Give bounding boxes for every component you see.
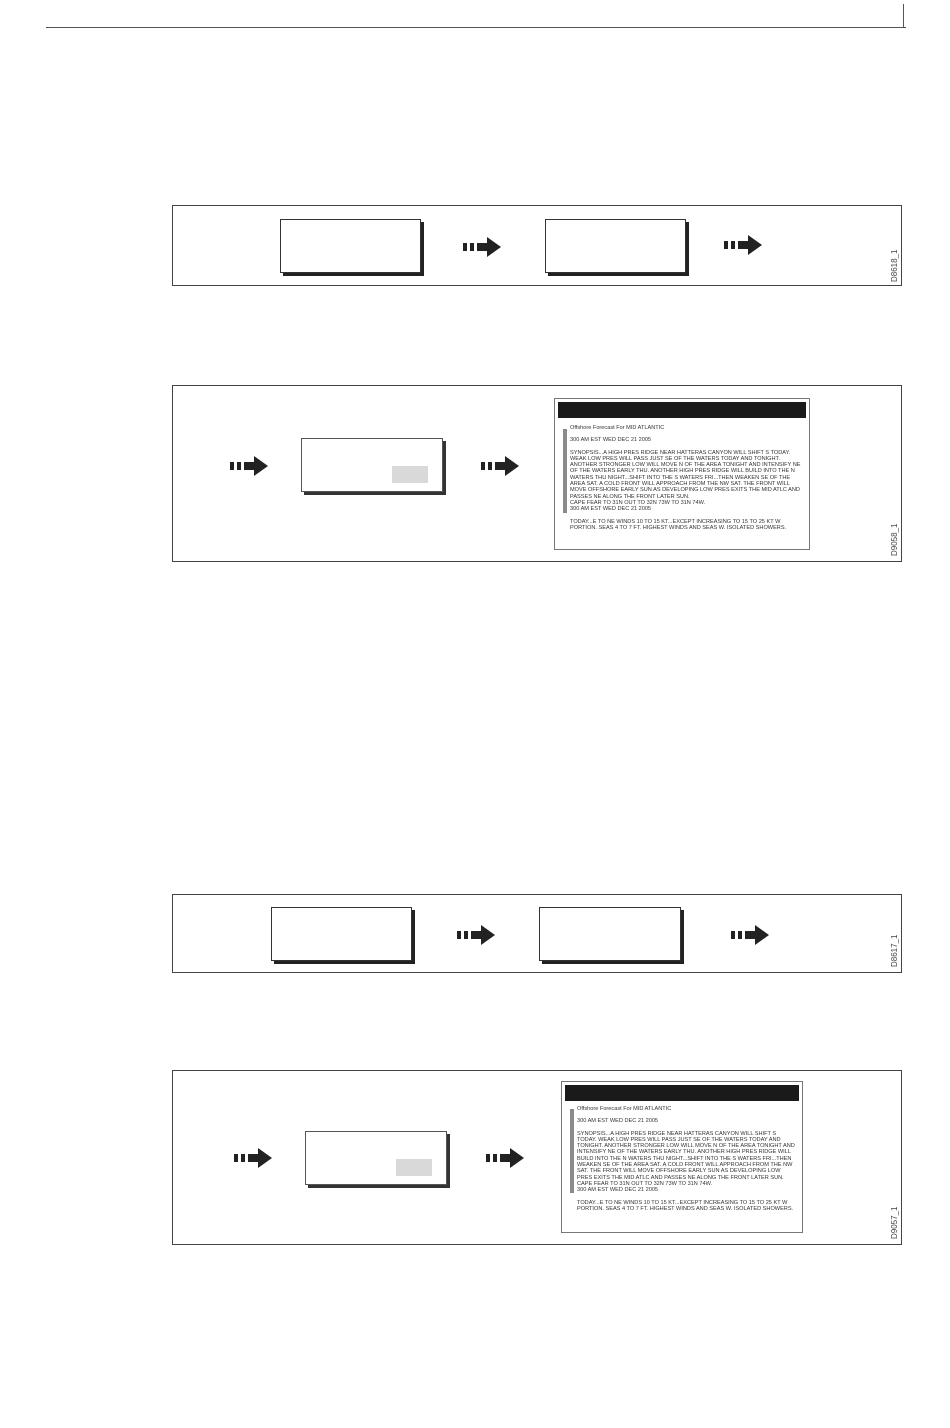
double-dash-arrow-icon	[481, 455, 521, 477]
forecast-heading: Offshore Forecast For MID ATLANTIC	[570, 425, 665, 431]
dialog-box	[301, 438, 443, 492]
double-dash-arrow-icon	[230, 455, 270, 477]
dialog-box	[305, 1131, 447, 1185]
scrollbar	[563, 429, 567, 513]
scrollbar	[570, 1109, 574, 1193]
forecast-today: TODAY...E TO NE WINDS 10 TO 15 KT...EXCEPT INCREASING TO 15 TO 25 KT W PORTION. SEAS 4 TO 7 FT. HIGHEST WINDS AND SEAS W. ISOLATED SHOWERS.	[577, 1199, 794, 1212]
figure-code: D8618_1	[890, 249, 899, 282]
forecast-zone: CAPE FEAR TO 31N OUT TO 32N 73W TO 31N 74W.	[570, 499, 706, 506]
page-edge-tick	[903, 4, 904, 28]
forecast-issued: 300 AM EST WED DEC 21 2005	[570, 437, 652, 444]
forecast-screen	[561, 1081, 803, 1233]
softkey-box-1	[280, 219, 421, 273]
forecast-screen	[554, 398, 810, 550]
screen-title-bar	[565, 1085, 799, 1101]
dialog-button	[396, 1159, 432, 1176]
screen-title-bar	[558, 402, 806, 418]
forecast-issued: 300 AM EST WED DEC 21 2005	[577, 1118, 659, 1125]
page-header-rule	[46, 27, 906, 28]
figure-code: D8617_1	[890, 934, 899, 967]
double-dash-arrow-icon	[486, 1147, 526, 1169]
forecast-synopsis: SYNOPSIS...A HIGH PRES RIDGE NEAR HATTERAS CANYON WILL SHIFT S TODAY. WEAK LOW PRES WILL PASS JUST SE OF THE WATERS TODAY AND TONIGHT. ANOTHER STRONGER LOW WILL MOVE N OF THE AREA TONIGHT AND INTENSIFY NE OF THE WATERS EARLY THU. ANOTHER HIGH PRES RIDGE WILL BUILD INTO THE N WATERS THU NIGHT...SHIFT INTO THE S WATERS FRI...THEN WEAKEN SE OF THE AREA SAT. A COLD FRONT WILL APPROACH FROM THE NW SAT. THE FRONT WILL MOVE OFFSHORE EARLY SUN AS DEVELOPING LOW PRES EXITS THE MID ATLC AND PASSES NE ALONG THE FRONT LATER SUN.	[577, 1130, 795, 1181]
double-dash-arrow-icon	[724, 234, 764, 256]
figure-code: D9058_1	[890, 523, 899, 556]
double-dash-arrow-icon	[731, 924, 771, 946]
softkey-box-2	[539, 907, 681, 961]
figure-1-panel	[172, 205, 902, 286]
double-dash-arrow-icon	[463, 236, 503, 258]
forecast-issued-2: 300 AM EST WED DEC 21 2005	[570, 506, 652, 513]
figure-3-panel	[172, 894, 902, 973]
figure-4-panel	[172, 1070, 902, 1245]
forecast-today: TODAY...E TO NE WINDS 10 TO 15 KT...EXCEPT INCREASING TO 15 TO 25 KT W PORTION. SEAS 4 TO 7 FT. HIGHEST WINDS AND SEAS W. ISOLATED SHOWERS.	[570, 518, 787, 531]
softkey-box-2	[545, 219, 686, 273]
figure-2-panel	[172, 385, 902, 562]
forecast-synopsis: SYNOPSIS...A HIGH PRES RIDGE NEAR HATTERAS CANYON WILL SHIFT S TODAY. WEAK LOW PRES WILL PASS JUST SE OF THE WATERS TODAY AND TONIGHT. ANOTHER STRONGER LOW WILL MOVE N OF THE AREA TONIGHT AND INTENSIFY NE OF THE WATERS EARLY THU. ANOTHER HIGH PRES RIDGE WILL BUILD INTO THE N WATERS THU NIGHT...SHIFT INTO THE S WATERS FRI...THEN WEAKEN SE OF THE AREA SAT. A COLD FRONT WILL APPROACH FROM THE NW SAT. THE FRONT WILL MOVE OFFSHORE EARLY SUN AS DEVELOPING LOW PRES EXITS THE MID ATLC AND PASSES NE ALONG THE FRONT LATER SUN.	[570, 449, 801, 500]
forecast-text	[577, 1106, 796, 1228]
forecast-text	[570, 425, 803, 545]
double-dash-arrow-icon	[457, 924, 497, 946]
forecast-zone: CAPE FEAR TO 31N OUT TO 32N 73W TO 31N 74W.	[577, 1180, 713, 1187]
double-dash-arrow-icon	[234, 1147, 274, 1169]
softkey-box-1	[271, 907, 412, 961]
figure-code: D9057_1	[890, 1206, 899, 1239]
forecast-issued-2: 300 AM EST WED DEC 21 2005	[577, 1187, 659, 1194]
forecast-heading: Offshore Forecast For MID ATLANTIC	[577, 1106, 672, 1112]
dialog-button	[392, 466, 428, 483]
